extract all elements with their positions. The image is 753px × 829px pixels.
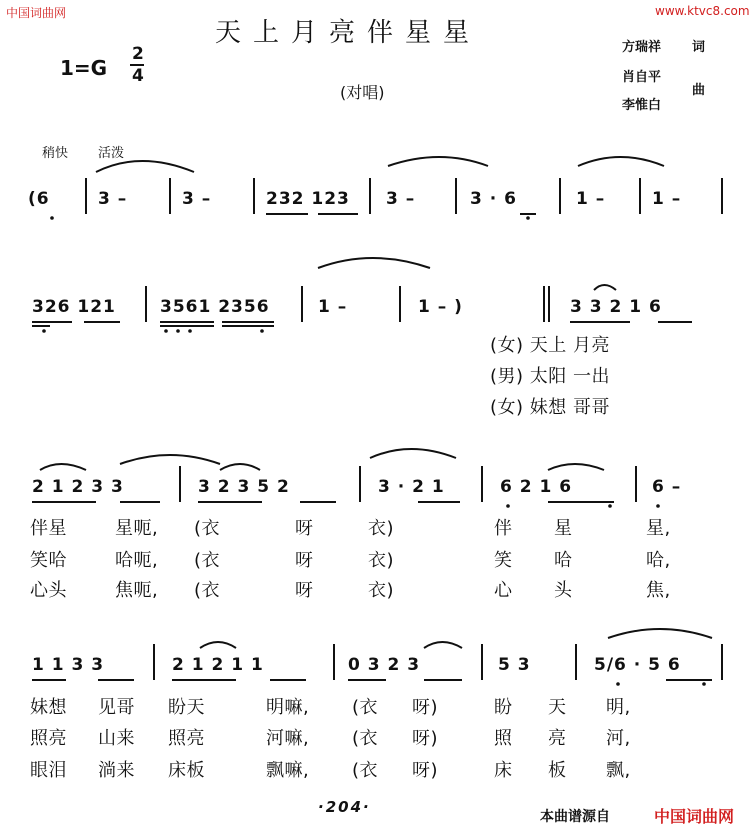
lyric-word: 飘, (606, 760, 631, 781)
song-subtitle: (对唱) (340, 83, 385, 102)
row2-measure-2: 3561 2356 (160, 297, 270, 317)
lyric-word: 亮 (548, 728, 567, 749)
octave-dot (702, 682, 706, 686)
tempo-mark-2: 活泼 (98, 146, 125, 161)
lyric-word: 星 (554, 518, 573, 539)
lyric-word: 山来 (98, 728, 135, 749)
lyric-word: 星, (646, 518, 671, 539)
lyric-word: 哈 (554, 550, 573, 571)
lyric-word: 哈呃, (115, 550, 159, 571)
time-signature-bottom: 4 (132, 66, 144, 86)
slur (608, 629, 712, 638)
composer-role: 曲 (692, 83, 706, 98)
row4-measure-5: 5/6 · 5 6 (594, 655, 681, 675)
lyric-word: 妹想 (30, 697, 67, 718)
composer-name-2: 李惟白 (622, 98, 662, 113)
lyric-word: 明, (606, 697, 631, 718)
row1-measure-7: 1 – (652, 189, 682, 209)
row4-measure-3: 0 3 2 3 (348, 655, 421, 675)
lyric-word: 头 (554, 580, 573, 601)
row2-lyric-line-2: (男) 太阳 一出 (490, 366, 610, 387)
lyric-word: 衣) (368, 580, 395, 601)
lyric-word: (衣 (352, 697, 379, 718)
watermark-left: 中国词曲网 (6, 6, 67, 20)
row2-measure-3: 1 – (318, 297, 348, 317)
lyric-word: 盼 (494, 697, 513, 718)
lyric-word: 呀) (412, 728, 439, 749)
lyricist-role: 词 (692, 40, 706, 55)
lyric-word: 明嘛, (266, 697, 310, 718)
octave-dot (616, 682, 620, 686)
lyric-word: (衣 (352, 728, 379, 749)
row1-notes-intro: (6 (28, 189, 50, 209)
octave-dot (188, 329, 192, 333)
row3-measure-2: 3 2 3 5 2 (198, 477, 290, 497)
row2-measure-5: 3 3 2 1 6 (570, 297, 662, 317)
lyric-word: 床板 (168, 760, 205, 781)
row4-measure-2: 2 1 2 1 1 (172, 655, 264, 675)
octave-dot (50, 216, 54, 220)
row4-measure-4: 5 3 (498, 655, 531, 675)
octave-dot (42, 329, 46, 333)
row1-measure-1: 3 – (98, 189, 128, 209)
lyric-word: 笑哈 (30, 550, 67, 571)
lyric-word: 笑 (494, 550, 513, 571)
lyric-word: 天 (548, 697, 567, 718)
slur (120, 455, 220, 464)
row3-measure-5: 6 – (652, 477, 682, 497)
row2-lyric-line-1: (女) 天上 月亮 (490, 335, 610, 356)
octave-dot (656, 504, 660, 508)
lyric-word: 衣) (368, 550, 395, 571)
octave-dot (260, 329, 264, 333)
lyric-word: 板 (548, 760, 567, 781)
page-number: ·204· (318, 798, 371, 816)
lyric-word: 呀) (412, 760, 439, 781)
row1-measure-3: 232 123 (266, 189, 350, 209)
lyric-word: 哈, (646, 550, 671, 571)
slur (370, 449, 456, 458)
lyric-word: 焦, (646, 580, 671, 601)
octave-dot (164, 329, 168, 333)
lyric-word: (衣 (194, 580, 221, 601)
key-signature: 1=G (60, 56, 108, 80)
lyric-word: 心头 (30, 580, 67, 601)
slur (594, 285, 616, 290)
octave-dot (608, 504, 612, 508)
lyric-word: 淌来 (98, 760, 135, 781)
lyric-word: 呀 (295, 518, 314, 539)
lyric-word: 河, (606, 728, 631, 749)
slur (220, 464, 260, 470)
watermark-bottom-right: 中国词曲网 (654, 807, 735, 826)
lyric-word: 衣) (368, 518, 395, 539)
slur (424, 642, 462, 648)
lyric-word: 呀 (295, 550, 314, 571)
slur (318, 258, 430, 268)
row1-measure-5: 3 · 6 (470, 189, 517, 209)
composer-name-1: 肖自平 (622, 70, 662, 85)
lyric-word: 盼天 (168, 697, 205, 718)
row1-measure-6: 1 – (576, 189, 606, 209)
row2-measure-4: 1 – ) (418, 297, 463, 317)
slur (578, 157, 664, 166)
slur (96, 161, 194, 172)
lyric-word: 河嘛, (266, 728, 310, 749)
lyricist-name: 方瑞祥 (622, 40, 662, 55)
time-signature-top: 2 (132, 44, 144, 64)
row1-measure-4: 3 – (386, 189, 416, 209)
lyric-word: 见哥 (98, 697, 135, 718)
source-label: 本曲谱源自 (540, 809, 610, 825)
lyric-word: 呀) (412, 697, 439, 718)
song-title: 天上月亮伴星星 (215, 18, 482, 48)
lyric-word: 照亮 (168, 728, 205, 749)
row2-lyric-line-3: (女) 妹想 哥哥 (490, 397, 610, 418)
lyric-word: (衣 (194, 550, 221, 571)
row2-measure-1: 326 121 (32, 297, 116, 317)
lyric-word: 星呃, (115, 518, 159, 539)
lyric-word: 焦呃, (115, 580, 159, 601)
lyric-word: 照亮 (30, 728, 67, 749)
row1-measure-2: 3 – (182, 189, 212, 209)
watermark-right: www.ktvc8.com (655, 4, 750, 18)
slur (548, 464, 604, 470)
lyric-word: 床 (494, 760, 513, 781)
lyric-word: (衣 (352, 760, 379, 781)
lyric-word: 眼泪 (30, 760, 67, 781)
tempo-mark-1: 稍快 (42, 146, 69, 161)
slur (40, 464, 86, 470)
row3-measure-3: 3 · 2 1 (378, 477, 445, 497)
slur (388, 157, 488, 166)
lyric-word: 伴星 (30, 518, 67, 539)
row3-measure-1: 2 1 2 3 3 (32, 477, 124, 497)
row4-measure-1: 1 1 3 3 (32, 655, 105, 675)
row3-measure-4: 6 2 1 6 (500, 477, 573, 497)
lyric-word: 照 (494, 728, 513, 749)
octave-dot (176, 329, 180, 333)
octave-dot (506, 504, 510, 508)
lyric-word: 呀 (295, 580, 314, 601)
lyric-word: 心 (494, 580, 513, 601)
lyric-word: (衣 (194, 518, 221, 539)
lyric-word: 飘嘛, (266, 760, 310, 781)
lyric-word: 伴 (494, 518, 513, 539)
slur (200, 642, 236, 648)
octave-dot (526, 216, 530, 220)
